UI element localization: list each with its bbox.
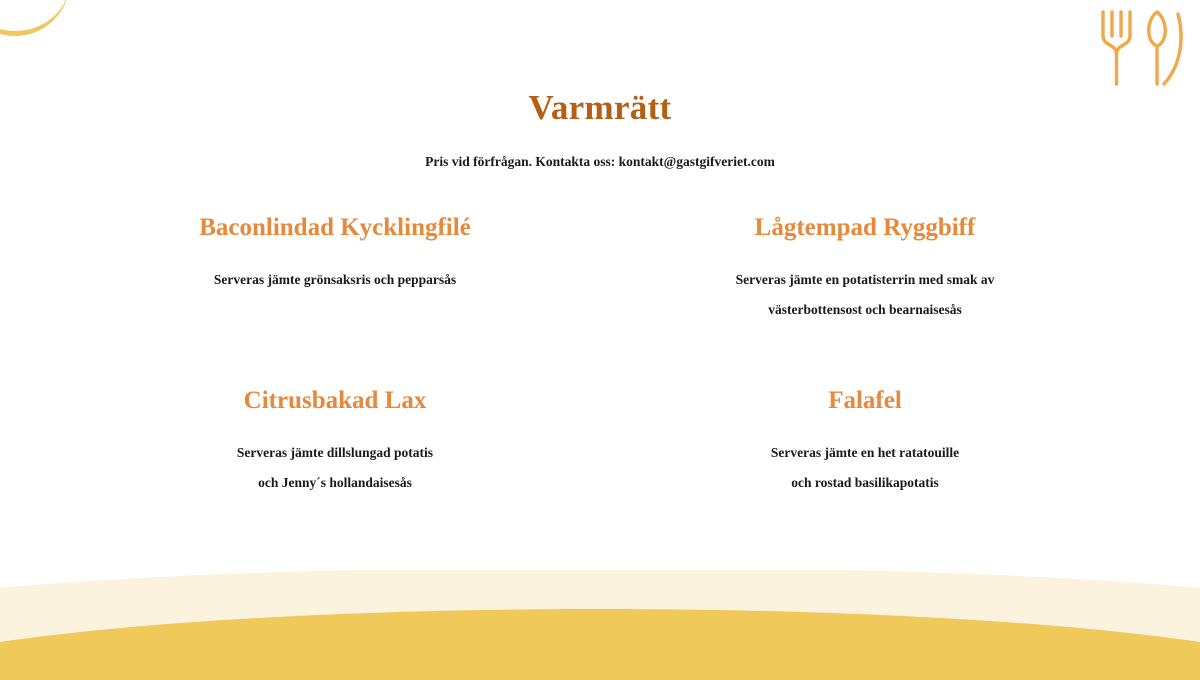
dish-grid (0, 212, 1200, 497)
dish-description (180, 265, 490, 295)
dish-description-line: och Jenny´s hollandaisesås (258, 474, 412, 490)
dish-name: Falafel (828, 386, 902, 414)
dish-description-line: Serveras jämte grönsaksris och pepparsås (213, 272, 457, 288)
dish-description-line: Serveras jämte dillslungad potatis (236, 444, 434, 460)
dish-item (70, 385, 600, 498)
dish-item (70, 212, 600, 325)
dish-item (600, 385, 1130, 498)
dish-name: Citrusbakad Lax (243, 386, 427, 414)
dish-name: Lågtempad Ryggbiff (754, 214, 976, 241)
price-note: Pris vid förfrågan. Kontakta oss: kontakt@gastgifveriet.com (425, 154, 775, 169)
dish-description (180, 438, 490, 497)
dish-description-line: västerbottensost och bearnaisesås (768, 301, 962, 317)
dish-description-line: Serveras jämte en potatisterrin med smak av (735, 272, 995, 288)
dish-description (710, 265, 1020, 324)
dish-description (710, 438, 1020, 497)
dish-description-line: och rostad basilikapotatis (791, 474, 939, 490)
dish-description-line: Serveras jämte en het ratatouille (770, 444, 960, 460)
dish-name: Baconlindad Kycklingfilé (199, 214, 471, 241)
dish-item (600, 212, 1130, 325)
page-title: Varmrätt (528, 88, 672, 127)
